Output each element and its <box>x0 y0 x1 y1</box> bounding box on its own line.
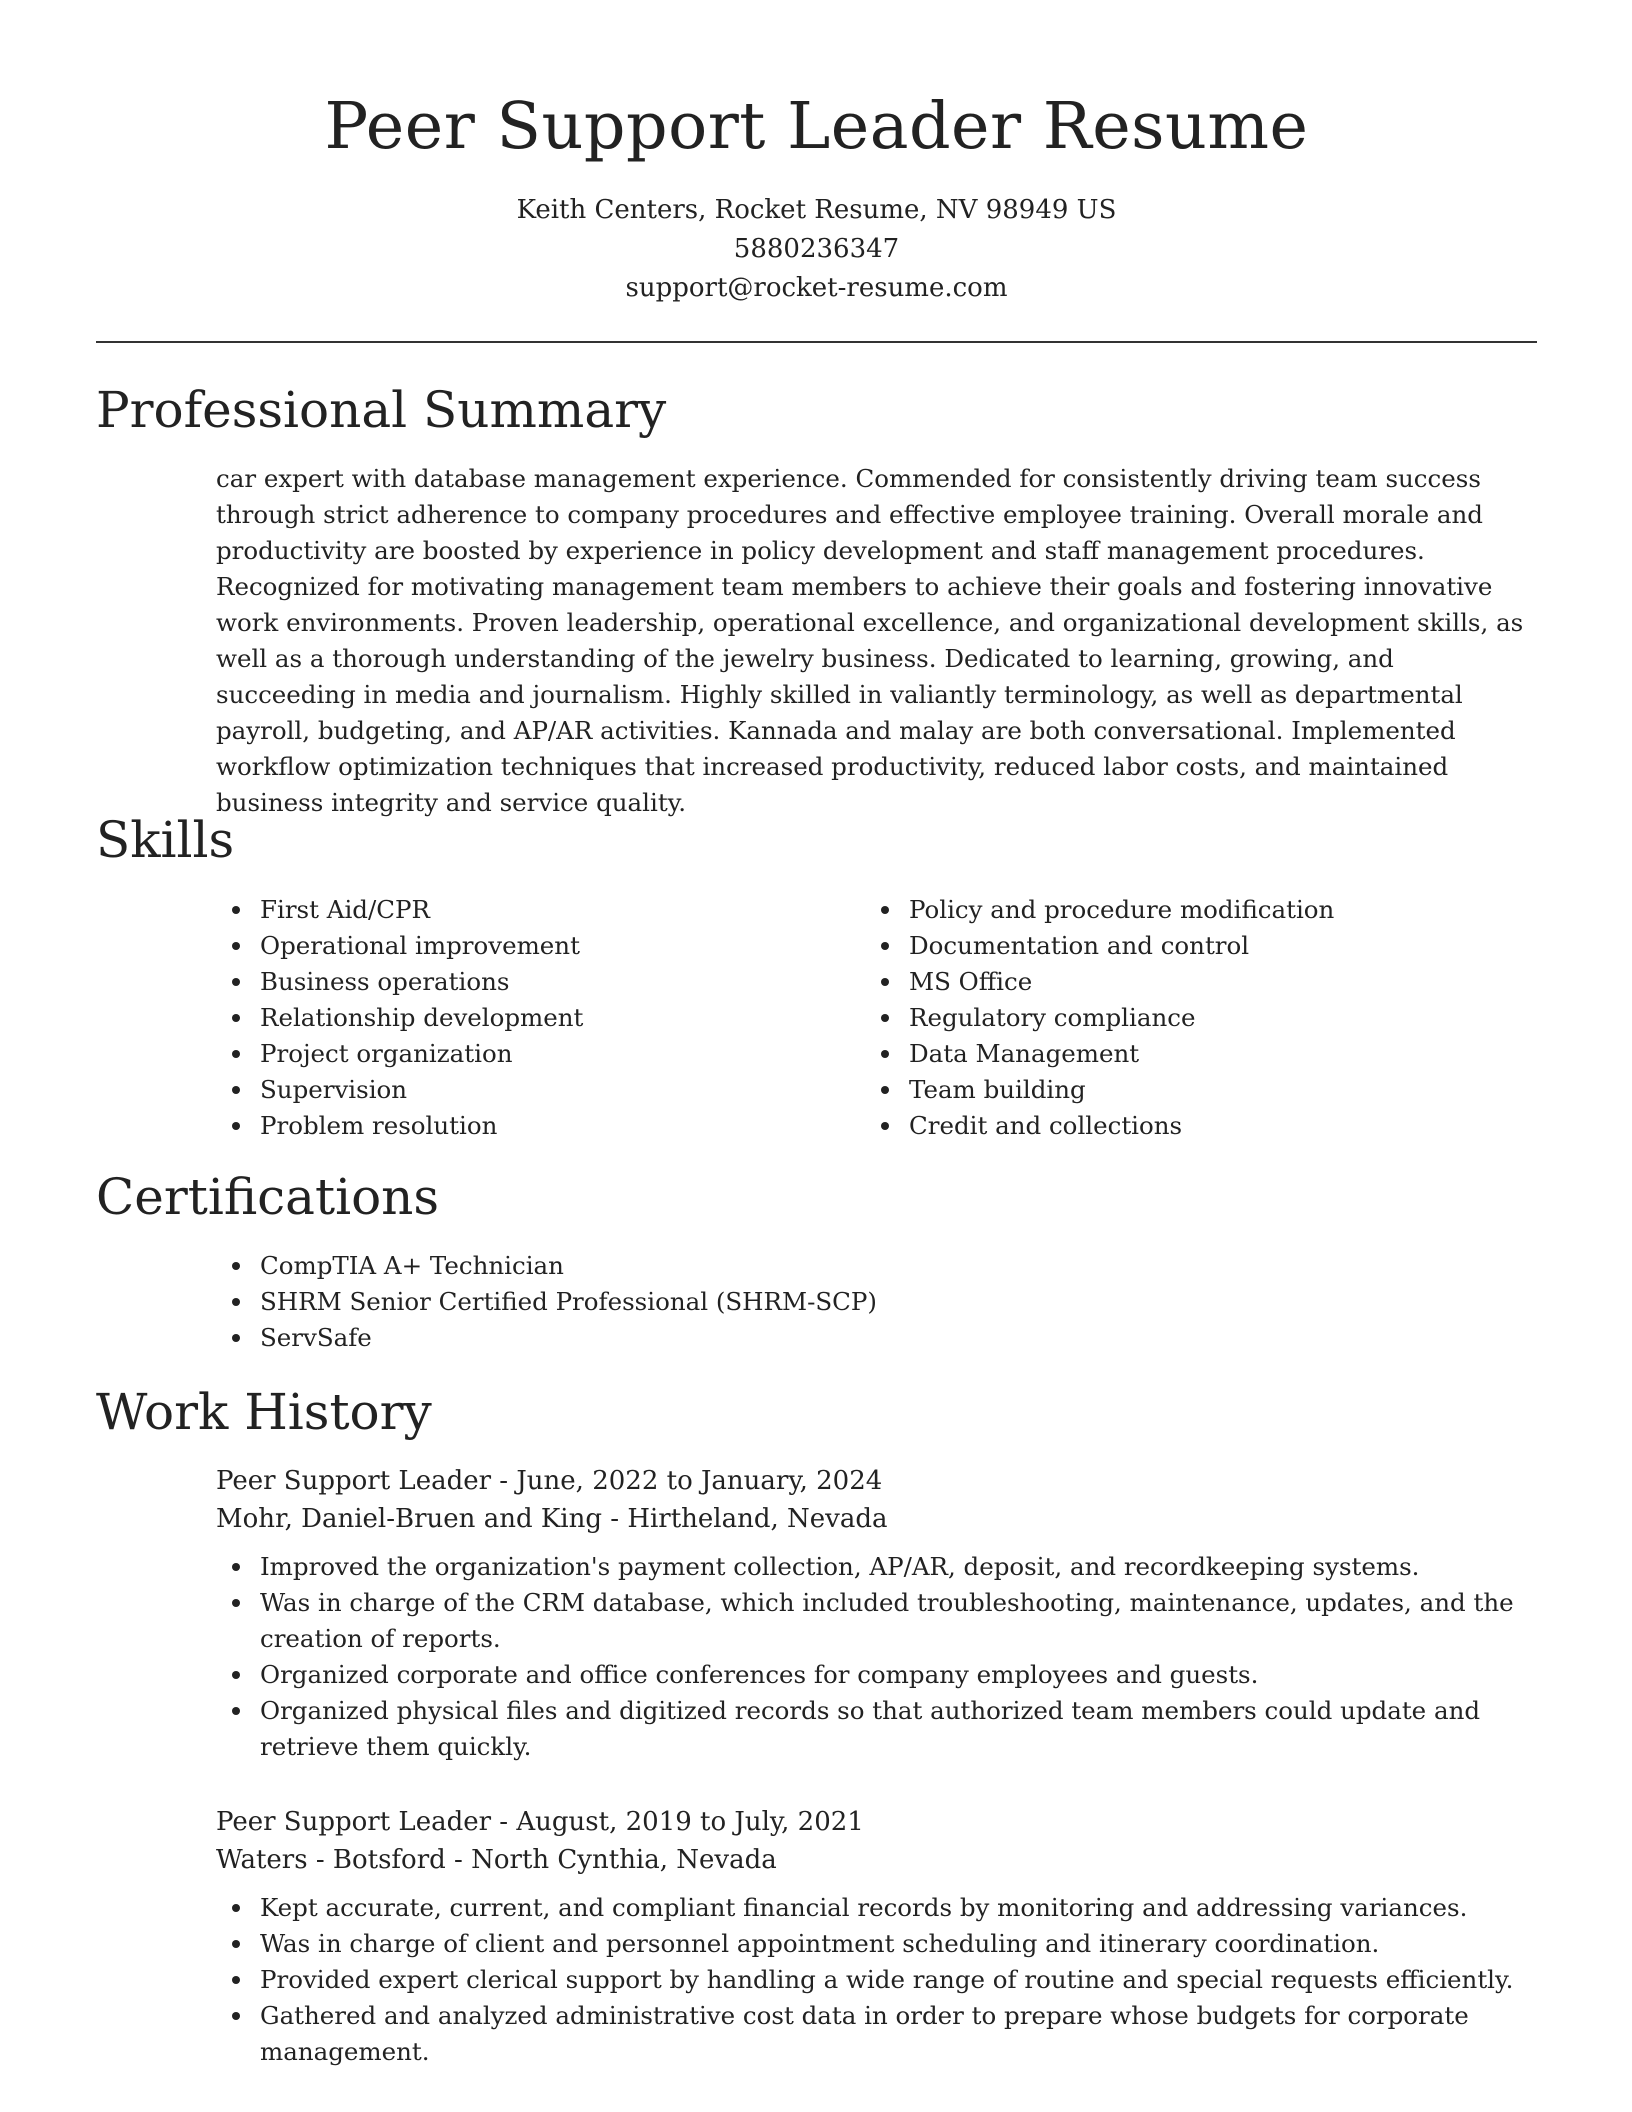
job-location: North Cynthia, Nevada <box>471 1845 777 1875</box>
contact-phone: 5880236347 <box>733 234 900 264</box>
job-entry <box>216 1803 1546 2070</box>
job-location: Hirtheland, Nevada <box>627 1504 888 1534</box>
separator: - <box>445 1845 472 1875</box>
job-company: Waters - Botsford <box>216 1845 446 1875</box>
summary-heading: Professional Summary <box>96 381 667 439</box>
skill-item: Supervision <box>216 1072 816 1108</box>
skill-item: Problem resolution <box>216 1108 816 1144</box>
skills-list-right <box>865 892 1465 1144</box>
job-bullet-list <box>216 1549 1546 1765</box>
skill-item: Policy and procedure modification <box>865 892 1465 928</box>
skill-item: Operational improvement <box>216 928 816 964</box>
certification-item: ServSafe <box>216 1320 1216 1356</box>
job-company-line <box>216 1500 1546 1538</box>
resume-title: Peer Support Leader Resume <box>324 89 1309 164</box>
separator: - <box>491 1807 517 1837</box>
certification-item: SHRM Senior Certified Professional (SHRM-SCP) <box>216 1284 1216 1320</box>
job-bullet: Was in charge of the CRM database, which included troubleshooting, maintenance, updates, and the creation of reports. <box>216 1585 1546 1657</box>
skill-item: Data Management <box>865 1036 1465 1072</box>
job-company-line <box>216 1841 1546 1879</box>
job-title-line <box>216 1462 1546 1500</box>
work-history-heading: Work History <box>96 1383 432 1441</box>
skill-item: Regulatory compliance <box>865 1000 1465 1036</box>
job-entry <box>216 1462 1546 1765</box>
contact-email: support@rocket-resume.com <box>625 273 1008 303</box>
job-bullet-list <box>216 1890 1546 2070</box>
job-bullet: Organized corporate and office conferences for company employees and guests. <box>216 1657 1546 1693</box>
job-title: Peer Support Leader <box>216 1466 492 1496</box>
job-bullet: Gathered and analyzed administrative cost data in order to prepare whose budgets for corporate management. <box>216 1998 1546 2070</box>
separator: - <box>491 1466 517 1496</box>
skill-item: Team building <box>865 1072 1465 1108</box>
contact-address: Keith Centers, Rocket Resume, NV 98949 US <box>516 195 1117 225</box>
skills-heading: Skills <box>96 811 235 869</box>
separator: - <box>601 1504 628 1534</box>
skill-item: First Aid/CPR <box>216 892 816 928</box>
skill-item: Business operations <box>216 964 816 1000</box>
certifications-list <box>216 1248 1216 1356</box>
job-dates: August, 2019 to July, 2021 <box>516 1807 864 1837</box>
job-company: Mohr, Daniel-Bruen and King <box>216 1504 602 1534</box>
job-title: Peer Support Leader <box>216 1807 492 1837</box>
job-bullet: Provided expert clerical support by handling a wide range of routine and special requests efficiently. <box>216 1962 1546 1998</box>
certification-item: CompTIA A+ Technician <box>216 1248 1216 1284</box>
skill-item: Credit and collections <box>865 1108 1465 1144</box>
job-dates: June, 2022 to January, 2024 <box>516 1466 883 1496</box>
certifications-heading: Certifications <box>96 1168 440 1226</box>
skill-item: Relationship development <box>216 1000 816 1036</box>
header-divider <box>96 341 1537 343</box>
skill-item: Project organization <box>216 1036 816 1072</box>
skill-item: Documentation and control <box>865 928 1465 964</box>
job-bullet: Organized physical files and digitized records so that authorized team members could update and retrieve them quickly. <box>216 1693 1546 1765</box>
skills-list-left <box>216 892 816 1144</box>
summary-text: car expert with database management experience. Commended for consistently driving team success through strict adherence to company procedures and effective employee training. Overall morale and productivity are boosted by experience in policy development and staff management procedures. Recognized for motivating management team members to achieve their goals and fostering innovative work environments. Proven leadership, operational excellence, and organizational development skills, as well as a thorough understanding of the jewelry business. Dedicated to learning, growing, and succeeding in media and journalism. Highly skilled in valiantly terminology, as well as departmental payroll, budgeting, and AP/AR activities. Kannada and malay are both conversational. Implemented workflow optimization techniques that increased productivity, reduced labor costs, and maintained business integrity and service quality. <box>216 464 1524 817</box>
job-bullet: Was in charge of client and personnel appointment scheduling and itinerary coordination. <box>216 1926 1546 1962</box>
job-bullet: Improved the organization's payment collection, AP/AR, deposit, and recordkeeping systems. <box>216 1549 1546 1585</box>
job-bullet: Kept accurate, current, and compliant financial records by monitoring and addressing variances. <box>216 1890 1546 1926</box>
skill-item: MS Office <box>865 964 1465 1000</box>
job-title-line <box>216 1803 1546 1841</box>
